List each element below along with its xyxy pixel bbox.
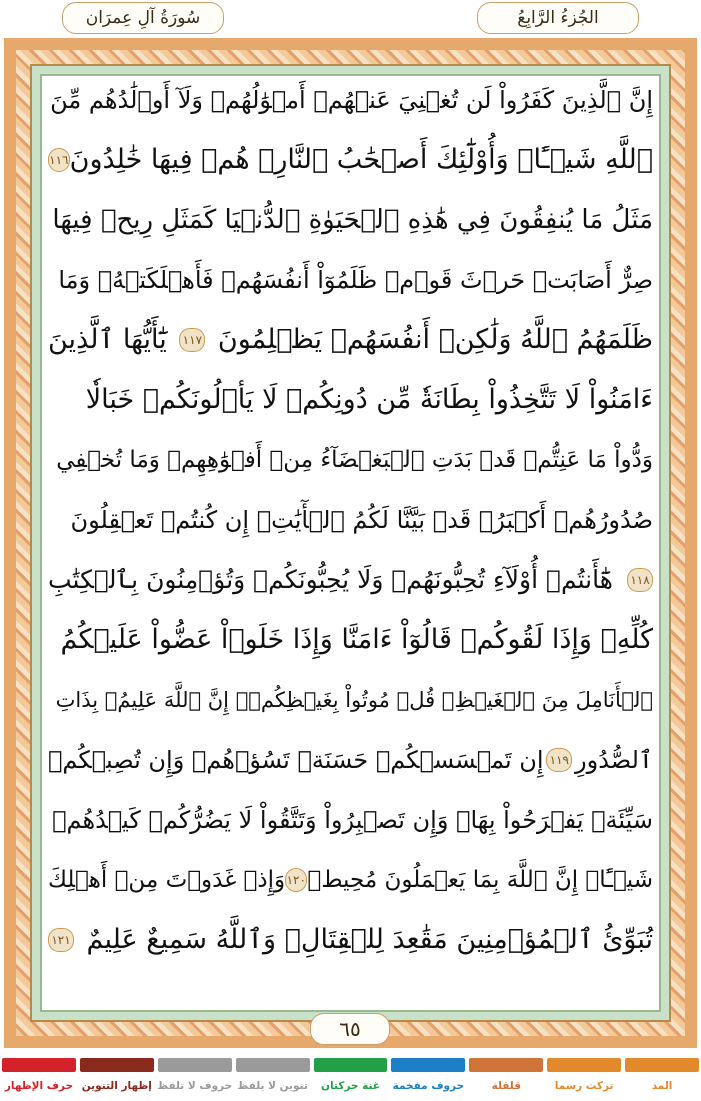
verse-text: شَيۡـًٔاۗ إِنَّ ٱللَّهَ بِمَا يَعۡمَلُونَ مُحِيطٞ — [307, 867, 653, 893]
verse-line — [48, 432, 653, 488]
verse-line — [48, 312, 653, 368]
legend-label: المد — [651, 1080, 673, 1092]
verse-text: تُبَوِّئُ ٱلۡمُؤۡمِنِينَ مَقَٰعِدَ لِلۡقِتَالِۗ وَٱللَّهُ سَمِيعٌ عَلِيمٌ — [86, 924, 653, 955]
verse-text: كُلِّهِۦ وَإِذَا لَقُوكُمۡ قَالُوٓاْ ءَامَنَّا وَإِذَا خَلَوۡاْ عَضُّواْ عَلَيۡكُمُ — [60, 624, 653, 655]
ayah-number-marker: ١٢٠ — [285, 868, 307, 892]
ayah-number-marker: ١١٨ — [627, 568, 653, 592]
verse-text: إِنَّ ٱلَّذِينَ كَفَرُواْ لَن تُغۡنِيَ عَنۡهُمۡ أَمۡوَٰلُهُمۡ وَلَآ أَوۡلَٰدُهُم مِّنَ — [50, 86, 653, 114]
verse-text: سَيِّئَةٞ يَفۡرَحُواْ بِهَاۖ وَإِن تَصۡبِرُواْ وَتَتَّقُواْ لَا يَضُرُّكُمۡ كَيۡدُهُمۡ — [52, 806, 653, 834]
ayah-number-marker: ١٢١ — [48, 928, 74, 952]
legend-item — [312, 1056, 390, 1101]
ayah-number-marker: ١١٩ — [546, 748, 572, 772]
verse-text-continuation: وَإِذۡ غَدَوۡتَ مِنۡ أَهۡلِكَ — [48, 867, 286, 893]
legend-item — [545, 1056, 623, 1101]
legend-swatch — [625, 1058, 699, 1072]
verse-text: وَدُّواْ مَا عَنِتُّمۡ قَدۡ بَدَتِ ٱلۡبَغۡضَآءُ مِنۡ أَفۡوَٰهِهِمۡ وَمَا تُخۡفِي — [56, 447, 653, 473]
page-number: ٦٥ — [310, 1013, 390, 1045]
legend-item — [0, 1056, 78, 1101]
verse-line — [48, 252, 653, 308]
legend-swatch — [547, 1058, 621, 1072]
legend-item — [389, 1056, 467, 1101]
verse-line — [48, 492, 653, 548]
verse-line — [48, 552, 653, 608]
verse-line — [48, 192, 653, 248]
tajweed-legend — [0, 1056, 701, 1101]
verse-line — [48, 372, 653, 428]
legend-label: تنوين لا يلفظ — [237, 1080, 308, 1092]
verse-text: صِرٌّ أَصَابَتۡ حَرۡثَ قَوۡمٖ ظَلَمُوٓاْ أَنفُسَهُمۡ فَأَهۡلَكَتۡهُۚ وَمَا — [58, 266, 653, 294]
legend-label: حرف الإظهار — [4, 1080, 74, 1092]
verse-text-continuation: إِن تَمۡسَسۡكُمۡ حَسَنَةٞ تَسُؤۡهُمۡ وَإِن تُصِبۡكُمۡ — [48, 746, 544, 774]
legend-label: إظهار التنوين — [81, 1080, 152, 1092]
verse-line — [48, 672, 653, 728]
verse-text: ٱلصُّدُورِ — [575, 746, 653, 774]
legend-swatch — [80, 1058, 154, 1072]
legend-label: تركت رسما — [554, 1080, 614, 1092]
verse-text: مَثَلُ مَا يُنفِقُونَ فِي هَٰذِهِ ٱلۡحَيَوٰةِ ٱلدُّنۡيَا كَمَثَلِ رِيحٖ فِيهَا — [52, 205, 653, 235]
legend-label: قلقلة — [491, 1080, 521, 1092]
verse-text: صُدُورُهُمۡ أَكۡبَرُۚ قَدۡ بَيَّنَّا لَكُمُ ٱلۡأٓيَٰتِۖ إِن كُنتُمۡ تَعۡقِلُونَ — [70, 506, 653, 534]
legend-item — [78, 1056, 156, 1101]
legend-swatch — [314, 1058, 388, 1072]
legend-item — [234, 1056, 312, 1101]
legend-swatch — [469, 1058, 543, 1072]
verse-text: ٱللَّهِ شَيۡـًٔاۖ وَأُوْلَٰٓئِكَ أَصۡحَٰبُ ٱلنَّارِۖ هُمۡ فِيهَا خَٰلِدُونَ — [69, 144, 653, 175]
verse-line — [48, 132, 653, 188]
verse-text: هَٰٓأَنتُمۡ أُوْلَآءِ تُحِبُّونَهُمۡ وَلَا يُحِبُّونَكُمۡ وَتُؤۡمِنُونَ بِٱلۡكِتَٰبِ — [48, 565, 613, 594]
surah-label: سُورَةُ آلِ عِمرَان — [62, 2, 224, 34]
legend-label: حروف مفخمة — [392, 1080, 465, 1092]
verse-text: ظَلَمَهُمُ ٱللَّهُ وَلَٰكِنۡ أَنفُسَهُمۡ يَظۡلِمُونَ — [217, 324, 653, 355]
quran-text-area — [48, 72, 653, 972]
legend-item — [156, 1056, 234, 1101]
verse-line — [48, 612, 653, 668]
legend-item — [467, 1056, 545, 1101]
verse-line — [48, 852, 653, 908]
legend-swatch — [391, 1058, 465, 1072]
ayah-number-marker: ١١٦ — [48, 148, 70, 172]
verse-text: ءَامَنُواْ لَا تَتَّخِذُواْ بِطَانَةٗ مِّن دُونِكُمۡ لَا يَأۡلُونَكُمۡ خَبَالٗا — [85, 384, 653, 415]
legend-swatch — [158, 1058, 232, 1072]
verse-text: ٱلۡأَنَامِلَ مِنَ ٱلۡغَيۡظِۚ قُلۡ مُوتُواْ بِغَيۡظِكُمۡۗ إِنَّ ٱللَّهَ عَلِيمُۢ بِذَاتِ — [55, 688, 653, 712]
verse-line — [48, 912, 653, 968]
legend-item — [623, 1056, 701, 1101]
verse-text-continuation: يَٰٓأَيُّهَا ٱلَّذِينَ — [48, 324, 167, 355]
legend-swatch — [2, 1058, 76, 1072]
ayah-number-marker: ١١٧ — [179, 328, 205, 352]
juz-label: الجُزءُ الرَّابِعُ — [477, 2, 639, 34]
verse-line — [48, 72, 653, 128]
legend-label: حروف لا تلفظ — [157, 1080, 233, 1092]
legend-label: غنة حركتان — [321, 1080, 380, 1092]
legend-swatch — [236, 1058, 310, 1072]
verse-line — [48, 792, 653, 848]
verse-line — [48, 732, 653, 788]
